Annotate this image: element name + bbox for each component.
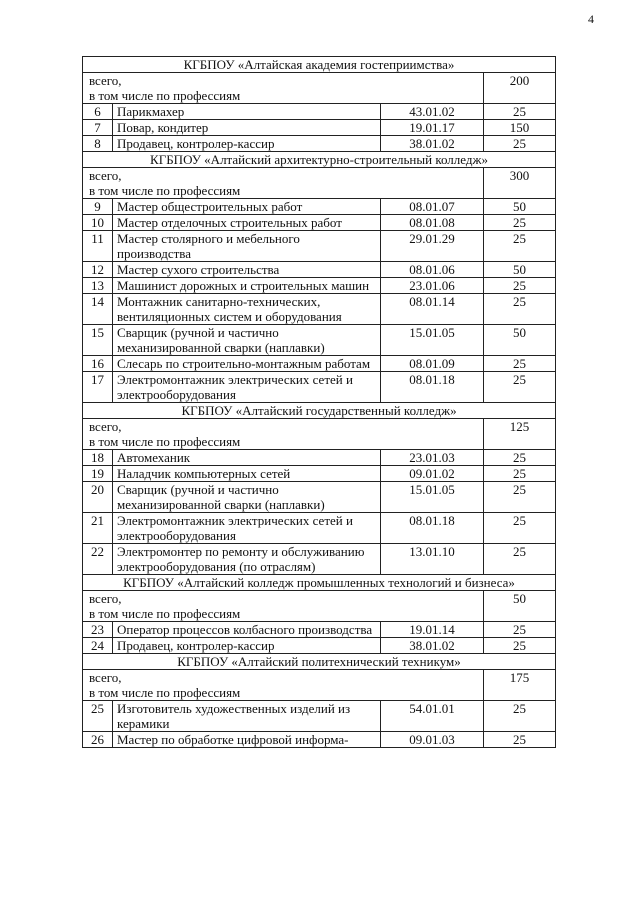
profession-code: 15.01.05 [381, 325, 484, 356]
profession-code: 08.01.09 [381, 356, 484, 372]
admission-quota: 50 [484, 325, 556, 356]
admission-quota: 25 [484, 544, 556, 575]
row-number: 18 [83, 450, 113, 466]
total-row [83, 591, 556, 622]
table-row [83, 215, 556, 231]
table-row [83, 294, 556, 325]
profession-code: 08.01.18 [381, 372, 484, 403]
org-name: КГБПОУ «Алтайский политехнический техникум» [83, 654, 556, 670]
profession-name: Монтажник санитарно-технических, вентиляционных систем и оборудования [113, 294, 381, 325]
total-label [83, 591, 484, 622]
total-label-line1: всего, [89, 670, 122, 685]
profession-code: 08.01.14 [381, 294, 484, 325]
row-number: 22 [83, 544, 113, 575]
row-number: 23 [83, 622, 113, 638]
org-header-row [83, 403, 556, 419]
profession-code: 15.01.05 [381, 482, 484, 513]
row-number: 7 [83, 120, 113, 136]
total-label-line1: всего, [89, 419, 122, 434]
row-number: 10 [83, 215, 113, 231]
admission-quota: 25 [484, 294, 556, 325]
profession-name: Автомеханик [113, 450, 381, 466]
admission-quota: 25 [484, 622, 556, 638]
table-row [83, 701, 556, 732]
table-row [83, 199, 556, 215]
table-row [83, 325, 556, 356]
profession-code: 13.01.10 [381, 544, 484, 575]
table-row [83, 372, 556, 403]
table-row [83, 622, 556, 638]
profession-code: 19.01.17 [381, 120, 484, 136]
profession-code: 43.01.02 [381, 104, 484, 120]
profession-code: 08.01.06 [381, 262, 484, 278]
admission-quota: 25 [484, 215, 556, 231]
row-number: 24 [83, 638, 113, 654]
total-label-line2: в том числе по профессиям [89, 606, 241, 621]
profession-name: Наладчик компьютерных сетей [113, 466, 381, 482]
table-row [83, 482, 556, 513]
profession-name: Парикмахер [113, 104, 381, 120]
admission-quota: 25 [484, 136, 556, 152]
profession-name: Изготовитель художественных изделий из керамики [113, 701, 381, 732]
admission-quota: 25 [484, 482, 556, 513]
profession-code: 54.01.01 [381, 701, 484, 732]
row-number: 13 [83, 278, 113, 294]
org-header-row [83, 654, 556, 670]
profession-code: 38.01.02 [381, 638, 484, 654]
org-name: КГБПОУ «Алтайский государственный колледж» [83, 403, 556, 419]
table-row [83, 356, 556, 372]
total-row [83, 419, 556, 450]
total-value: 200 [484, 73, 556, 104]
profession-name: Электромонтажник электрических сетей и электрооборудования [113, 372, 381, 403]
profession-name: Сварщик (ручной и частично механизированной сварки (наплавки) [113, 482, 381, 513]
row-number: 26 [83, 732, 113, 748]
profession-name: Оператор процессов колбасного производства [113, 622, 381, 638]
org-header-row [83, 57, 556, 73]
admission-quota: 25 [484, 732, 556, 748]
profession-code: 08.01.07 [381, 199, 484, 215]
professions-table [82, 56, 556, 748]
admission-quota: 25 [484, 231, 556, 262]
total-label [83, 168, 484, 199]
profession-code: 09.01.03 [381, 732, 484, 748]
row-number: 25 [83, 701, 113, 732]
profession-code: 09.01.02 [381, 466, 484, 482]
admission-quota: 25 [484, 356, 556, 372]
table-row [83, 104, 556, 120]
table-row [83, 450, 556, 466]
table-row [83, 120, 556, 136]
profession-name: Повар, кондитер [113, 120, 381, 136]
total-row [83, 73, 556, 104]
profession-code: 23.01.06 [381, 278, 484, 294]
admission-quota: 50 [484, 199, 556, 215]
org-name: КГБПОУ «Алтайский колледж промышленных технологий и бизнеса» [83, 575, 556, 591]
table-row [83, 466, 556, 482]
profession-code: 08.01.18 [381, 513, 484, 544]
org-header-row [83, 152, 556, 168]
profession-code: 23.01.03 [381, 450, 484, 466]
row-number: 12 [83, 262, 113, 278]
profession-code: 29.01.29 [381, 231, 484, 262]
row-number: 6 [83, 104, 113, 120]
row-number: 16 [83, 356, 113, 372]
table-row [83, 278, 556, 294]
admission-quota: 25 [484, 638, 556, 654]
admission-quota: 25 [484, 372, 556, 403]
profession-name: Машинист дорожных и строительных машин [113, 278, 381, 294]
total-label [83, 419, 484, 450]
row-number: 8 [83, 136, 113, 152]
row-number: 20 [83, 482, 113, 513]
table-row [83, 638, 556, 654]
table-row [83, 544, 556, 575]
total-label-line2: в том числе по профессиям [89, 88, 241, 103]
total-label [83, 670, 484, 701]
profession-code: 19.01.14 [381, 622, 484, 638]
total-value: 125 [484, 419, 556, 450]
profession-name: Мастер отделочных строительных работ [113, 215, 381, 231]
row-number: 11 [83, 231, 113, 262]
admission-quota: 50 [484, 262, 556, 278]
table-body [83, 57, 556, 748]
total-value: 50 [484, 591, 556, 622]
admission-quota: 25 [484, 701, 556, 732]
total-label-line1: всего, [89, 73, 122, 88]
admission-quota: 150 [484, 120, 556, 136]
profession-code: 08.01.08 [381, 215, 484, 231]
total-row [83, 670, 556, 701]
total-label-line2: в том числе по профессиям [89, 183, 241, 198]
profession-name: Электромонтажник электрических сетей и электрооборудования [113, 513, 381, 544]
profession-name: Мастер сухого строительства [113, 262, 381, 278]
table-row [83, 513, 556, 544]
total-label [83, 73, 484, 104]
admission-quota: 25 [484, 513, 556, 544]
page-number: 4 [588, 12, 594, 26]
admission-quota: 25 [484, 466, 556, 482]
profession-name: Мастер по обработке цифровой информа- [113, 732, 381, 748]
row-number: 19 [83, 466, 113, 482]
total-value: 175 [484, 670, 556, 701]
profession-name: Продавец, контролер-кассир [113, 136, 381, 152]
total-label-line2: в том числе по профессиям [89, 685, 241, 700]
admission-quota: 25 [484, 104, 556, 120]
table-row [83, 262, 556, 278]
profession-name: Слесарь по строительно-монтажным работам [113, 356, 381, 372]
admission-quota: 25 [484, 278, 556, 294]
profession-code: 38.01.02 [381, 136, 484, 152]
table-row [83, 136, 556, 152]
total-label-line1: всего, [89, 591, 122, 606]
profession-name: Мастер общестроительных работ [113, 199, 381, 215]
profession-name: Электромонтер по ремонту и обслуживанию электрооборудования (по отраслям) [113, 544, 381, 575]
org-name: КГБПОУ «Алтайский архитектурно-строительный колледж» [83, 152, 556, 168]
row-number: 21 [83, 513, 113, 544]
total-label-line1: всего, [89, 168, 122, 183]
profession-name: Сварщик (ручной и частично механизированной сварки (наплавки) [113, 325, 381, 356]
org-name: КГБПОУ «Алтайская академия гостеприимства» [83, 57, 556, 73]
table-row [83, 231, 556, 262]
profession-name: Мастер столярного и мебельного производства [113, 231, 381, 262]
table-row [83, 732, 556, 748]
row-number: 15 [83, 325, 113, 356]
total-row [83, 168, 556, 199]
total-label-line2: в том числе по профессиям [89, 434, 241, 449]
row-number: 17 [83, 372, 113, 403]
admission-quota: 25 [484, 450, 556, 466]
total-value: 300 [484, 168, 556, 199]
profession-name: Продавец, контролер-кассир [113, 638, 381, 654]
org-header-row [83, 575, 556, 591]
row-number: 14 [83, 294, 113, 325]
row-number: 9 [83, 199, 113, 215]
